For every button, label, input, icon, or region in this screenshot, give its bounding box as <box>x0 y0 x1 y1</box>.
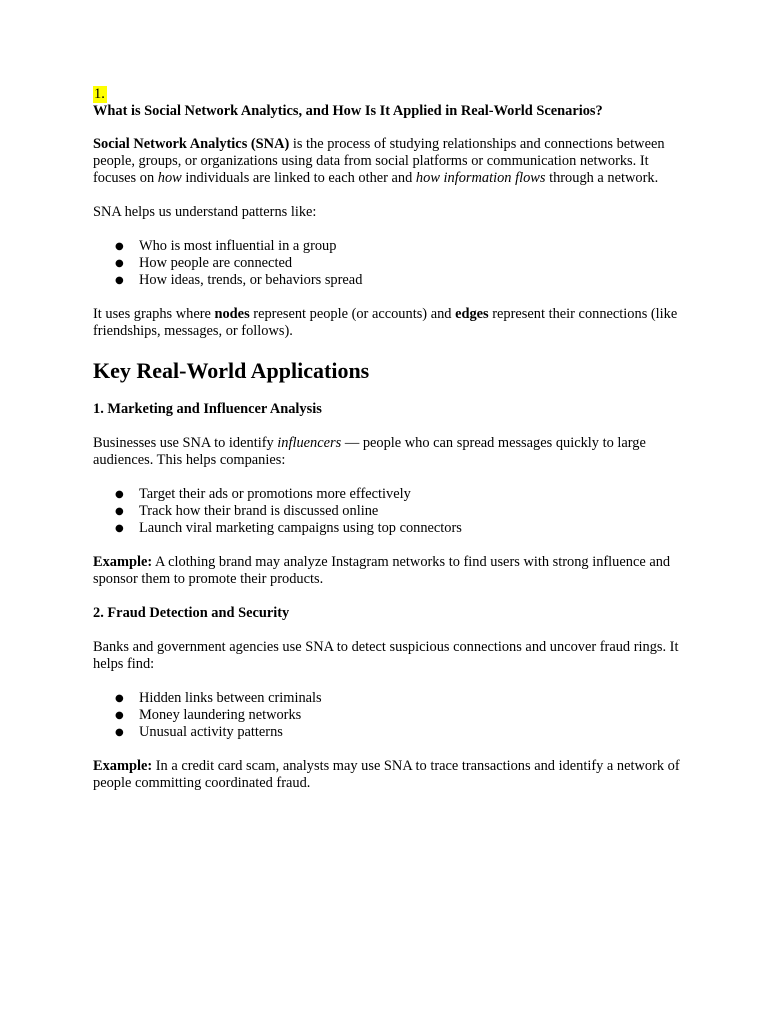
bullet-icon: ● <box>115 506 124 517</box>
list-item: ● Hidden links between criminals <box>115 690 322 706</box>
sna-term: Social Network Analytics (SNA) <box>93 136 290 152</box>
intro-text-c: through a network. <box>545 170 659 186</box>
example-label: Example: <box>93 554 153 570</box>
section2-example: Example: In a credit card scam, analysts may use SNA to trace transactions and identify a network of people committing coordinated fraud. <box>93 758 680 791</box>
list-item: ● Launch viral marketing campaigns using top connectors <box>115 520 462 536</box>
list-item: ● Track how their brand is discussed online <box>115 503 379 519</box>
influencers-term: influencers <box>277 435 342 451</box>
intro-paragraph <box>93 136 693 187</box>
patterns-intro: SNA helps us understand patterns like: <box>93 204 317 220</box>
section2-paragraph: Banks and government agencies use SNA to detect suspicious connections and uncover fraud rings. It helps find: <box>93 639 679 672</box>
section1-title: 1. Marketing and Influencer Analysis <box>93 401 322 417</box>
bullet-icon: ● <box>115 275 124 286</box>
document-page <box>93 86 693 792</box>
intro-italic-flows: how information flows <box>415 170 546 186</box>
bullet-icon: ● <box>115 710 124 721</box>
section2-list <box>93 690 693 741</box>
section-heading: Key Real-World Applications <box>93 358 370 383</box>
list-item: ● Money laundering networks <box>115 707 302 723</box>
list-item: ● How people are connected <box>115 255 293 271</box>
edges-term: edges <box>455 306 489 322</box>
bullet-icon: ● <box>115 727 124 738</box>
list-item: ● Who is most influential in a group <box>115 238 337 254</box>
patterns-list <box>93 238 693 289</box>
section1-example: Example: A clothing brand may analyze Instagram networks to find users with strong influence and sponsor them to promote their products. <box>93 554 671 587</box>
bullet-icon: ● <box>115 693 124 704</box>
section1-list <box>93 486 693 537</box>
example-label: Example: <box>93 758 153 774</box>
section2-title: 2. Fraud Detection and Security <box>93 605 290 621</box>
bullet-icon: ● <box>115 489 124 500</box>
nodes-term: nodes <box>214 306 250 322</box>
intro-italic-how: how <box>157 170 182 186</box>
intro-text-b: individuals are linked to each other and <box>181 170 416 186</box>
section1-paragraph: Businesses use SNA to identify influencers — people who can spread messages quickly to large audiences. This helps companies: <box>93 435 646 468</box>
list-item: ● Unusual activity patterns <box>115 724 283 740</box>
bullet-icon: ● <box>115 241 124 252</box>
list-item: ● How ideas, trends, or behaviors spread <box>115 272 363 288</box>
list-item: ● Target their ads or promotions more effectively <box>115 486 411 502</box>
question-number: 1. <box>94 86 105 102</box>
graph-paragraph: It uses graphs where nodes represent people (or accounts) and edges represent their connections (like friendships, messages, or follows). <box>93 306 678 339</box>
bullet-icon: ● <box>115 258 124 269</box>
question-title: What is Social Network Analytics, and How Is It Applied in Real-World Scenarios? <box>93 103 603 119</box>
bullet-icon: ● <box>115 523 124 534</box>
intro-text-a: is the process of studying relationships and connections between people, groups, or organizations using data from social platforms or communication networks. It focuses on <box>93 136 665 186</box>
